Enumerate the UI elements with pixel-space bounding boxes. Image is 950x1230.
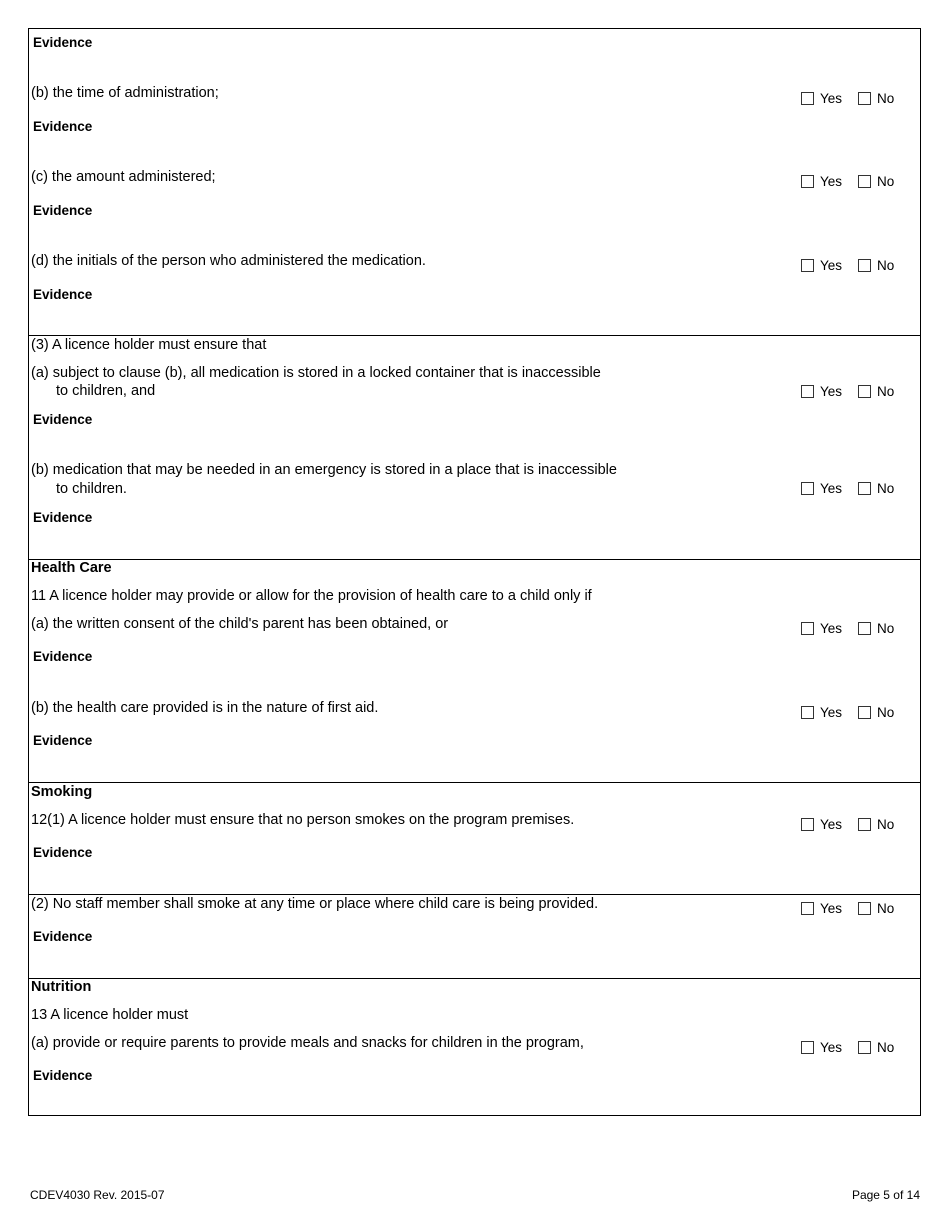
requirement-12-1: 12(1) A licence holder must ensure that no person smokes on the program premises. (31, 812, 575, 828)
yes-no-3a (801, 384, 894, 399)
page-number: Page 5 of 14 (851, 1188, 920, 1202)
form-code: CDEV4030 Rev. 2015-07 (30, 1188, 165, 1202)
yes-no-13a (801, 1040, 894, 1055)
section-divider (29, 782, 920, 783)
yes-checkbox[interactable] (801, 1041, 814, 1054)
requirement-12-2: (2) No staff member shall smoke at any time or place where child care is being provided. (31, 896, 599, 912)
yes-label: Yes (820, 174, 843, 189)
yes-no-3b (801, 481, 894, 496)
requirement-3b-continued: to children. (56, 481, 127, 497)
no-label: No (877, 621, 895, 636)
no-checkbox[interactable] (858, 622, 871, 635)
yes-no-d-initials (801, 258, 894, 273)
requirement-11a: (a) the written consent of the child's parent has been obtained, or (31, 616, 449, 632)
section-heading-health-care: Health Care (31, 560, 112, 576)
requirement-3a-continued: to children, and (56, 383, 156, 399)
no-checkbox[interactable] (858, 818, 871, 831)
yes-no-12-2 (801, 901, 894, 916)
yes-label: Yes (820, 384, 843, 399)
yes-no-12-1 (801, 817, 894, 832)
requirement-d-initials: (d) the initials of the person who administered the medication. (31, 253, 426, 269)
evidence-label: Evidence (33, 412, 93, 427)
yes-checkbox[interactable] (801, 92, 814, 105)
no-label: No (877, 1040, 895, 1055)
no-label: No (877, 174, 895, 189)
requirement-3b: (b) medication that may be needed in an emergency is stored in a place that is inaccessible (31, 462, 617, 478)
section-divider (29, 335, 920, 336)
requirement-c-amount: (c) the amount administered; (31, 169, 216, 185)
checklist-form (28, 28, 921, 1116)
yes-label: Yes (820, 91, 843, 106)
no-label: No (877, 817, 895, 832)
yes-label: Yes (820, 817, 843, 832)
no-label: No (877, 901, 895, 916)
evidence-label: Evidence (33, 287, 93, 302)
no-checkbox[interactable] (858, 385, 871, 398)
evidence-label: Evidence (33, 1068, 93, 1083)
evidence-label: Evidence (33, 845, 93, 860)
no-label: No (877, 258, 895, 273)
yes-no-c-amount (801, 174, 894, 189)
no-label: No (877, 481, 895, 496)
evidence-label: Evidence (33, 510, 93, 525)
yes-no-b-time (801, 91, 894, 106)
requirement-13a: (a) provide or require parents to provide meals and snacks for children in the program, (31, 1035, 584, 1051)
evidence-label: Evidence (33, 35, 93, 50)
yes-no-11a (801, 621, 894, 636)
no-checkbox[interactable] (858, 902, 871, 915)
requirement-3a: (a) subject to clause (b), all medication is stored in a locked container that is inaccessible (31, 365, 601, 381)
section-heading-nutrition: Nutrition (31, 979, 92, 995)
yes-checkbox[interactable] (801, 385, 814, 398)
yes-checkbox[interactable] (801, 482, 814, 495)
yes-no-11b (801, 705, 894, 720)
yes-checkbox[interactable] (801, 259, 814, 272)
no-checkbox[interactable] (858, 259, 871, 272)
yes-label: Yes (820, 1040, 843, 1055)
no-checkbox[interactable] (858, 92, 871, 105)
yes-checkbox[interactable] (801, 622, 814, 635)
no-checkbox[interactable] (858, 482, 871, 495)
requirement-13-intro: 13 A licence holder must (31, 1007, 189, 1023)
section-divider (29, 894, 920, 895)
requirement-11-intro: 11 A licence holder may provide or allow for the provision of health care to a child only if (31, 588, 592, 604)
evidence-label: Evidence (33, 733, 93, 748)
yes-label: Yes (820, 621, 843, 636)
section-divider (29, 978, 920, 979)
no-checkbox[interactable] (858, 1041, 871, 1054)
no-checkbox[interactable] (858, 706, 871, 719)
requirement-b-time: (b) the time of administration; (31, 85, 219, 101)
yes-checkbox[interactable] (801, 706, 814, 719)
yes-label: Yes (820, 705, 843, 720)
yes-checkbox[interactable] (801, 175, 814, 188)
yes-label: Yes (820, 901, 843, 916)
evidence-label: Evidence (33, 119, 93, 134)
yes-label: Yes (820, 481, 843, 496)
requirement-11b: (b) the health care provided is in the nature of first aid. (31, 700, 379, 716)
requirement-3-intro: (3) A licence holder must ensure that (31, 337, 267, 353)
evidence-label: Evidence (33, 649, 93, 664)
yes-checkbox[interactable] (801, 818, 814, 831)
no-checkbox[interactable] (858, 175, 871, 188)
section-heading-smoking: Smoking (31, 784, 93, 800)
no-label: No (877, 91, 895, 106)
evidence-label: Evidence (33, 203, 93, 218)
evidence-label: Evidence (33, 929, 93, 944)
yes-checkbox[interactable] (801, 902, 814, 915)
no-label: No (877, 705, 895, 720)
yes-label: Yes (820, 258, 843, 273)
section-divider (29, 559, 920, 560)
no-label: No (877, 384, 895, 399)
